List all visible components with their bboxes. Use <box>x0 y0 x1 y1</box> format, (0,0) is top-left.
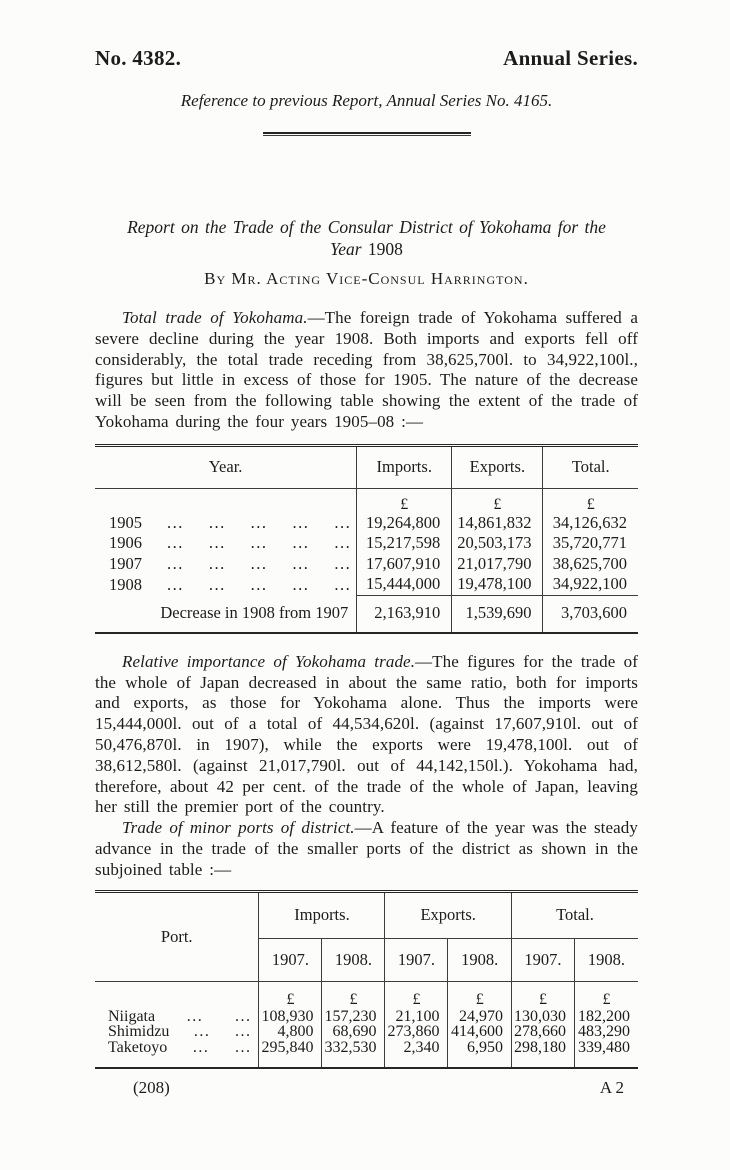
total-1908: 339,480 <box>578 1038 630 1056</box>
yokohama-trade-table <box>95 444 638 634</box>
imports-1908: 332,530 <box>322 1040 385 1069</box>
group-header-imports: Imports. <box>259 891 385 938</box>
total-1908: 182,200 <box>578 1007 630 1025</box>
masthead <box>95 46 638 71</box>
year-value: 1906 <box>109 533 142 553</box>
total-1907: 278,660 <box>511 1024 574 1040</box>
column-header-port: Port. <box>95 891 259 981</box>
leader-dots: ... <box>166 512 184 532</box>
exports-1908: 24,970 <box>448 1009 512 1025</box>
leader-dots: ... <box>192 1038 210 1056</box>
total-value: 35,720,771 <box>543 533 638 554</box>
subheader-year: 1908. <box>448 938 512 981</box>
leader-dots: ... <box>166 553 184 573</box>
imports-value: 15,217,598 <box>357 533 452 554</box>
subheader-year: 1907. <box>511 938 574 981</box>
total-value: 34,126,632 <box>543 513 638 534</box>
leader-dots: ... <box>292 533 310 553</box>
summary-imports: 2,163,910 <box>357 595 452 633</box>
subheader-year: 1907. <box>259 938 322 981</box>
currency-symbol: £ <box>357 488 452 513</box>
paragraph-body: —A feature of the year was the steady advance in the trade of the smaller ports of the district as shown in the subjoined table :— <box>95 818 638 879</box>
leader-dots: ... <box>208 574 226 594</box>
page-footer <box>95 1078 638 1098</box>
doc-number: No. 4382. <box>95 46 182 70</box>
paragraph-body: —The figures for the trade of the whole of Japan decreased in about the same ratio, both for imports and exports, as those for Yokohama alone. Thus the imports were 15,444,000l. out of a total of 44,534,620l. (against 17,607,910l. out of 50,476,870l. in 1907), while the exports were 19,478,100l. out of 38,612,580l. (against 21,017,790l. out of 44,142,150l.). Yokohama had, therefore, about 42 per cent. of the trade of the whole of Japan, leaving her still the premier port of the country. <box>95 651 638 817</box>
exports-1908: 414,600 <box>448 1024 512 1040</box>
leader-dots: ... <box>334 574 352 594</box>
currency-symbol: £ <box>385 981 448 1009</box>
paragraph-relative-importance <box>95 652 638 818</box>
column-header-total: Total. <box>543 445 638 488</box>
byline: By Mr. Acting Vice-Consul Harrington. <box>204 269 529 288</box>
report-title-line2: Year <box>330 239 362 259</box>
table-row <box>95 554 638 575</box>
table-row <box>95 1009 638 1025</box>
summary-row <box>95 595 638 633</box>
paragraph-lead: Trade of minor ports of district. <box>122 818 355 838</box>
subheader-year: 1908. <box>574 938 638 981</box>
currency-symbol: £ <box>322 981 385 1009</box>
table-row <box>95 533 638 554</box>
imports-1907: 108,930 <box>259 1009 322 1025</box>
table-row <box>95 1040 638 1069</box>
exports-value: 19,478,100 <box>452 574 543 595</box>
subheader-year: 1907. <box>385 938 448 981</box>
imports-1908: 157,230 <box>322 1009 385 1025</box>
currency-symbol: £ <box>511 981 574 1009</box>
reference-line: Reference to previous Report, Annual Series No. 4165. <box>180 91 553 110</box>
currency-symbol: £ <box>543 488 638 513</box>
leader-dots: ... <box>234 1007 252 1025</box>
leader-dots: ... <box>334 553 352 573</box>
group-header-total: Total. <box>511 891 638 938</box>
leader-dots: ... <box>250 512 268 532</box>
port-name: Shimidzu <box>108 1023 170 1041</box>
table-header-row <box>95 445 638 488</box>
table-row <box>95 574 638 595</box>
leader-dots: ... <box>234 1038 252 1056</box>
leader-dots: ... <box>166 574 184 594</box>
column-header-year: Year. <box>95 445 357 488</box>
leader-dots: ... <box>234 1023 252 1041</box>
imports-1907: 295,840 <box>259 1040 322 1069</box>
total-1907: 298,180 <box>511 1040 574 1069</box>
leader-dots: ... <box>208 533 226 553</box>
summary-total: 3,703,600 <box>543 595 638 633</box>
imports-value: 19,264,800 <box>357 513 452 534</box>
summary-label: Decrease in 1908 from 1907 <box>160 602 349 622</box>
currency-row <box>95 981 638 1009</box>
currency-symbol: £ <box>448 981 512 1009</box>
total-1907: 130,030 <box>511 1009 574 1025</box>
summary-exports: 1,539,690 <box>452 595 543 633</box>
paragraph-lead: Relative importance of Yokohama trade. <box>122 651 416 671</box>
leader-dots: ... <box>292 512 310 532</box>
currency-row <box>95 488 638 513</box>
table-row <box>95 513 638 534</box>
leader-dots: ... <box>250 574 268 594</box>
leader-dots: ... <box>334 512 352 532</box>
leader-dots: ... <box>208 553 226 573</box>
total-value: 38,625,700 <box>543 554 638 575</box>
leader-dots: ... <box>208 512 226 532</box>
column-header-exports: Exports. <box>452 445 543 488</box>
year-value: 1908 <box>109 574 142 594</box>
year-value: 1905 <box>109 512 142 532</box>
group-header-exports: Exports. <box>385 891 512 938</box>
total-value: 34,922,100 <box>543 574 638 595</box>
exports-1908: 6,950 <box>448 1040 512 1069</box>
minor-ports-table <box>95 890 638 1070</box>
exports-value: 20,503,173 <box>452 533 543 554</box>
paragraph-total-trade <box>95 308 638 433</box>
currency-symbol: £ <box>602 990 611 1008</box>
report-title-year: 1908 <box>367 239 403 259</box>
group-header-row <box>95 891 638 938</box>
exports-value: 14,861,832 <box>452 513 543 534</box>
separator-rule <box>263 132 471 136</box>
leader-dots: ... <box>250 553 268 573</box>
leader-dots: ... <box>193 1023 211 1041</box>
currency-symbol: £ <box>259 981 322 1009</box>
report-title-line1: Report on the Trade of the Consular District of Yokohama for the <box>127 217 606 237</box>
leader-dots: ... <box>334 533 352 553</box>
leader-dots: ... <box>292 574 310 594</box>
report-title <box>95 216 638 260</box>
column-header-imports: Imports. <box>357 445 452 488</box>
leader-dots: ... <box>292 553 310 573</box>
imports-value: 15,444,000 <box>357 574 452 595</box>
port-name: Niigata <box>108 1007 156 1025</box>
paragraph-lead: Total trade of Yokohama. <box>122 308 308 327</box>
imports-1908: 68,690 <box>322 1024 385 1040</box>
leader-dots: ... <box>166 533 184 553</box>
paragraph-body: —The foreign trade of Yokohama suffered a severe decline during the year 1908. Both imports and exports fell off considerably, the total trade receding from 38,625,700l. to 34,922,100l., figures but little in excess of those for 1905. The nature of the decrease will be seen from the following table showing the extent of the trade of Yokohama during the four years 1905–08 :— <box>95 308 638 431</box>
port-name: Taketoyo <box>108 1038 168 1056</box>
exports-1907: 273,860 <box>385 1024 448 1040</box>
series-label: Annual Series. <box>503 46 638 70</box>
paragraph-minor-ports <box>95 818 638 880</box>
total-1908: 483,290 <box>578 1023 630 1041</box>
signature-mark: A 2 <box>599 1078 624 1098</box>
leader-dots: ... <box>186 1007 204 1025</box>
table-row <box>95 1024 638 1040</box>
year-value: 1907 <box>109 553 142 573</box>
leader-dots: ... <box>250 533 268 553</box>
exports-1907: 2,340 <box>385 1040 448 1069</box>
imports-value: 17,607,910 <box>357 554 452 575</box>
subheader-year: 1908. <box>322 938 385 981</box>
currency-symbol: £ <box>452 488 543 513</box>
exports-value: 21,017,790 <box>452 554 543 575</box>
imports-1907: 4,800 <box>259 1024 322 1040</box>
exports-1907: 21,100 <box>385 1009 448 1025</box>
page-ref: (208) <box>133 1078 170 1098</box>
